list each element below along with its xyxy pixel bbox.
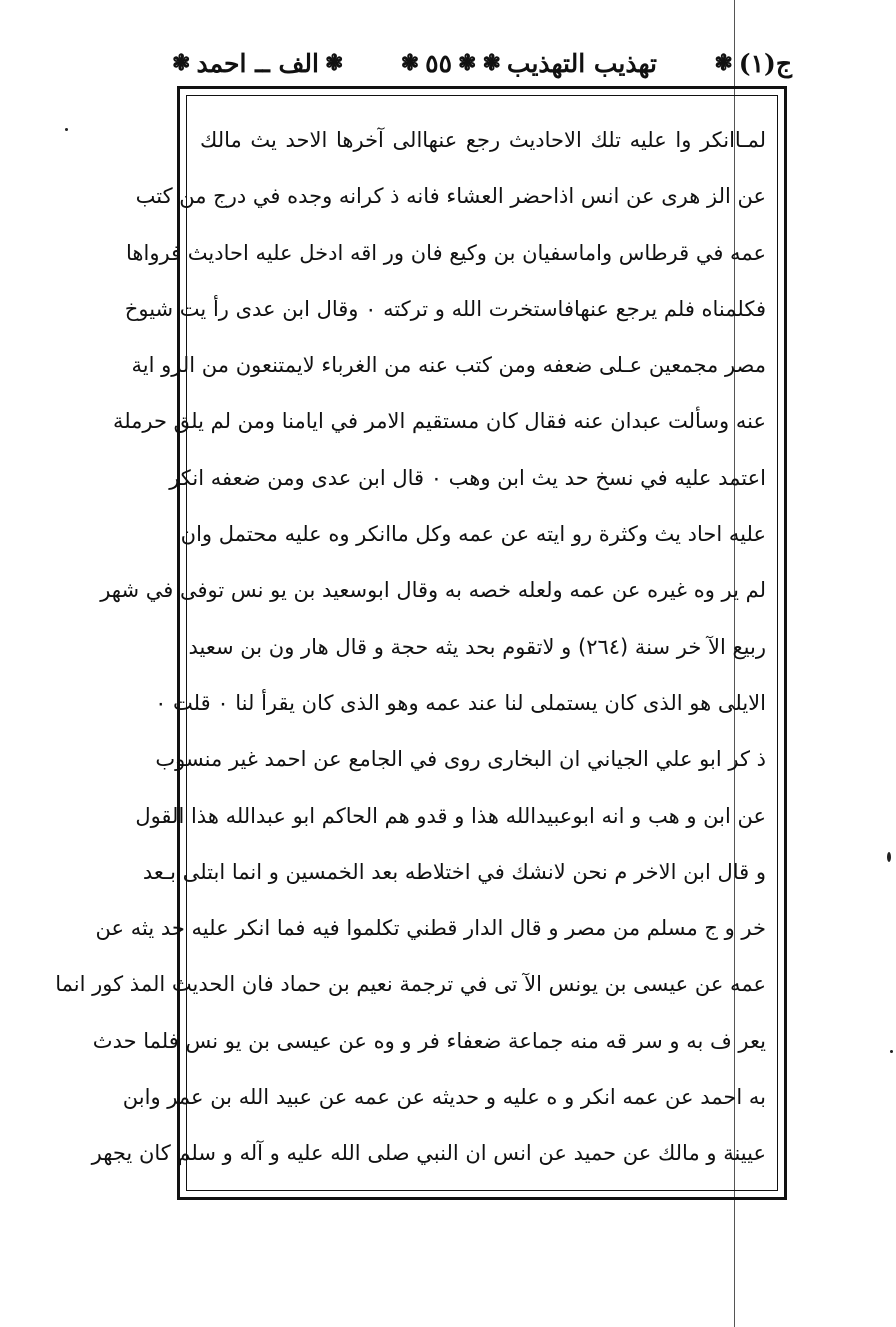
book-title: تهذيب التهذيب <box>506 48 657 78</box>
text-line: ذ كر ابو علي الجياني ان البخارى روى في الجامع عن احمد غير منسوب <box>155 747 766 772</box>
scan-speck <box>890 1050 893 1053</box>
ornament-icon: ❃ <box>400 50 420 76</box>
text-line: و قال ابن الاخر م نحن لانشك في اختلاطه بعد الخمسين و انما ابتلى بـعد <box>142 859 766 884</box>
text-line: عمه عن عيسى بن يونس الآ تى في ترجمة نعيم بن حماد فان الحديث المذ كور انما <box>55 972 766 997</box>
text-line: ربيع الآ خر سنة (٢٦٤) و لاتقوم بحد يثه حجة و قال هار ون بن سعيد <box>188 634 766 659</box>
text-line: عمه في قرطاس واماسفيان بن وكيع فان ور اقه ادخل عليه احاديث فرواها <box>126 240 766 265</box>
text-line: يعر ف به و سر قه منه جماعة ضعفاء فر و وه عن عيسى بن يو نس فلما حدث <box>92 1028 766 1053</box>
text-line: عن الز هرى عن انس اذاحضر العشاء فانه ذ كرانه وجده في درج من كتب <box>135 184 766 209</box>
text-line: به احمد عن عمه انكر و ه عليه و حديثه عن عمه عن عبيد الله بن عمر وابن <box>122 1085 766 1110</box>
header-title-group <box>401 49 657 78</box>
volume-label: ج(١) <box>738 48 792 78</box>
scan-speck <box>887 852 891 862</box>
text-line: عنه وسألت عبدان عنه فقال كان مستقيم الامر في ايامنا ومن لم يلق حرملة <box>112 409 766 434</box>
ornament-icon: ❃ <box>714 50 733 76</box>
body-text <box>55 112 766 1192</box>
text-line: فكلمناه فلم يرجع عنهافاستخرت الله و تركته ٠ وقال ابن عدى رأ يت شيوخ <box>124 296 766 321</box>
page-number: ٥٥ <box>425 48 453 78</box>
text-line: لمـاانكر وا عليه تلك الاحاديث رجع عنهاالى آخرها الاحد يث مالك <box>200 128 766 152</box>
text-line: عن ابن و هب و انه ابوعبيدالله هذا و قدو هم الحاكم ابو عبدالله هذا القول <box>135 803 766 828</box>
text-line: خر و ج مسلم من مصر و قال الدار قطني تكلموا فيه فما انكر عليه حد يثه عن <box>95 916 766 941</box>
text-line: لم ير وه غيره عن عمه ولعله خصه به وقال ابوسعيد بن يو نس توفى في شهر <box>100 578 766 603</box>
text-line: مصر مجمعين عـلى ضعفه ومن كتب عنه من الغرباء لايمتنعون من الرو اية <box>131 353 766 378</box>
text-line: عليه احاد يث وكثرة رو ايته عن عمه وكل ماانكر وه عليه محتمل وان <box>180 522 766 547</box>
ornament-icon: ❃ <box>172 50 191 76</box>
header-section-group <box>172 49 343 78</box>
text-line: عيينة و مالك عن حميد عن انس ان النبي صلى الله عليه و آله و سلم كان يجهر <box>91 1141 766 1166</box>
scan-speck <box>65 128 68 131</box>
running-header <box>172 42 792 84</box>
section-title: الف ــ احمد <box>196 48 319 78</box>
ornament-icon: ❃ <box>324 50 344 76</box>
text-line: اعتمد عليه في نسخ حد يث ابن وهب ٠ قال ابن عدى ومن ضعفه انكر <box>169 465 766 490</box>
text-line: الايلى هو الذى كان يستملى لنا عند عمه وهو الذى كان يقرأ لنا ٠ قلت ٠ <box>155 690 766 715</box>
ornament-icon: ❃ <box>458 50 477 76</box>
ornament-icon: ❃ <box>482 50 501 76</box>
header-volume-group <box>714 49 792 78</box>
